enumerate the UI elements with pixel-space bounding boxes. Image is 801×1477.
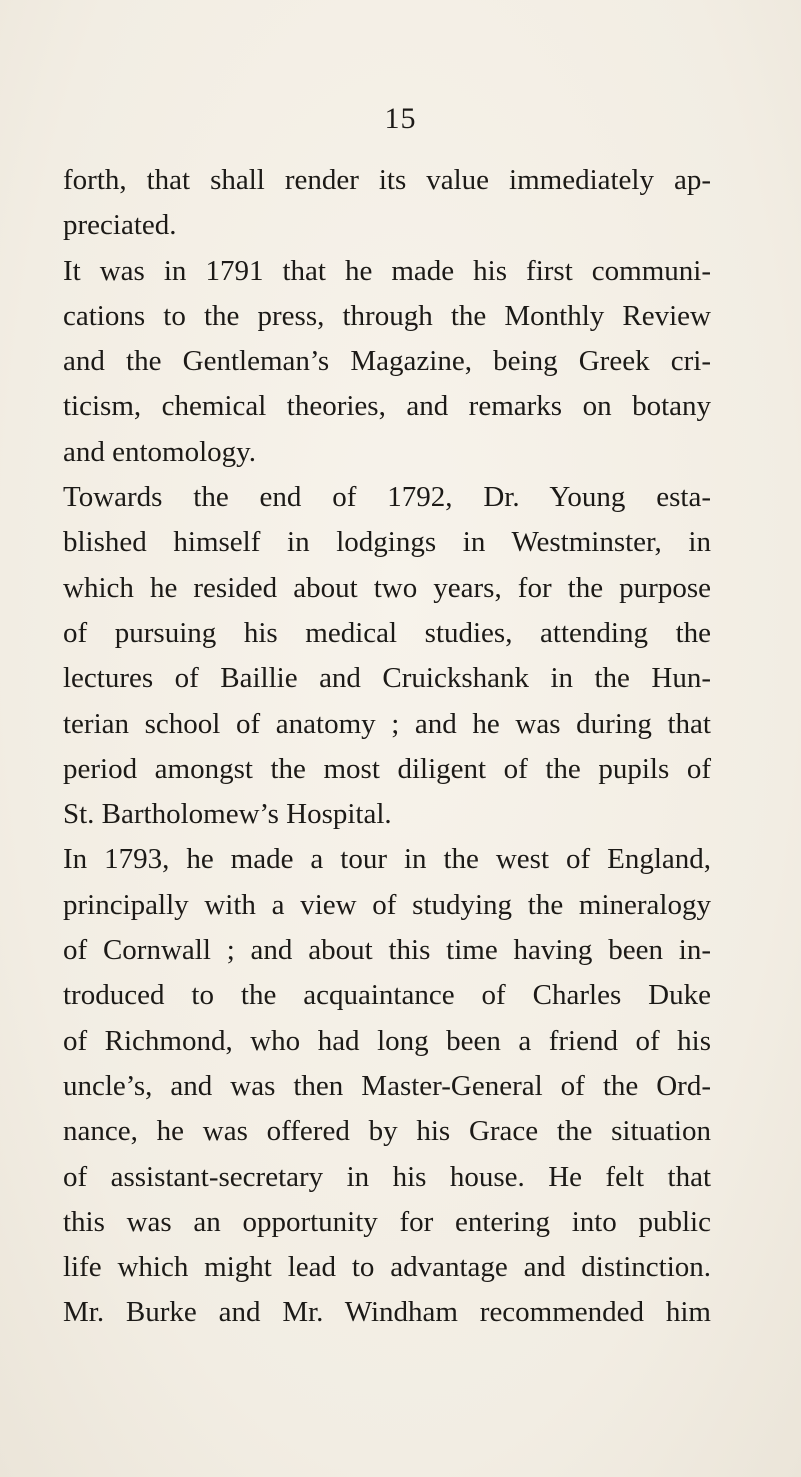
text-line: and the Gentleman’s Magazine, being Greek cri- — [63, 345, 711, 378]
text-line: preciated. — [63, 209, 177, 242]
text-line: period amongst the most diligent of the pupils of — [63, 752, 711, 785]
page-number: 15 — [384, 102, 417, 135]
text-line: Towards the end of 1792, Dr. Young esta- — [63, 481, 711, 514]
text-line: lectures of Baillie and Cruickshank in the Hun- — [63, 662, 711, 695]
text-line: nance, he was offered by his Grace the situation — [63, 1115, 711, 1148]
text-line: principally with a view of studying the mineralogy — [63, 888, 711, 921]
text-line: this was an opportunity for entering into public — [63, 1205, 711, 1238]
text-line: of pursuing his medical studies, attending the — [63, 616, 711, 649]
text-line: life which might lead to advantage and distinction. — [63, 1251, 711, 1284]
text-line: blished himself in lodgings in Westminster, in — [63, 526, 711, 559]
text-line: It was in 1791 that he made his first communi- — [63, 254, 711, 287]
text-line: uncle’s, and was then Master-General of the Ord- — [63, 1069, 711, 1102]
text-line: which he resided about two years, for the purpose — [63, 571, 711, 604]
text-line: terian school of anatomy ; and he was during that — [63, 707, 711, 740]
text-line: In 1793, he made a tour in the west of England, — [63, 843, 711, 876]
text-line: of Cornwall ; and about this time having been in- — [63, 934, 711, 967]
text-line: troduced to the acquaintance of Charles Duke — [63, 979, 711, 1012]
body-text — [63, 158, 711, 1336]
text-line: and entomology. — [63, 435, 257, 468]
text-line: ticism, chemical theories, and remarks on botany — [63, 390, 711, 423]
text-line: of Richmond, who had long been a friend of his — [63, 1024, 711, 1057]
text-line: of assistant-secretary in his house. He felt that — [63, 1160, 711, 1193]
text-line: St. Bartholomew’s Hospital. — [63, 798, 392, 831]
text-line: cations to the press, through the Monthly Review — [63, 299, 711, 332]
text-line: Mr. Burke and Mr. Windham recommended him — [63, 1296, 711, 1329]
text-line: forth, that shall render its value immediately ap- — [63, 164, 711, 196]
